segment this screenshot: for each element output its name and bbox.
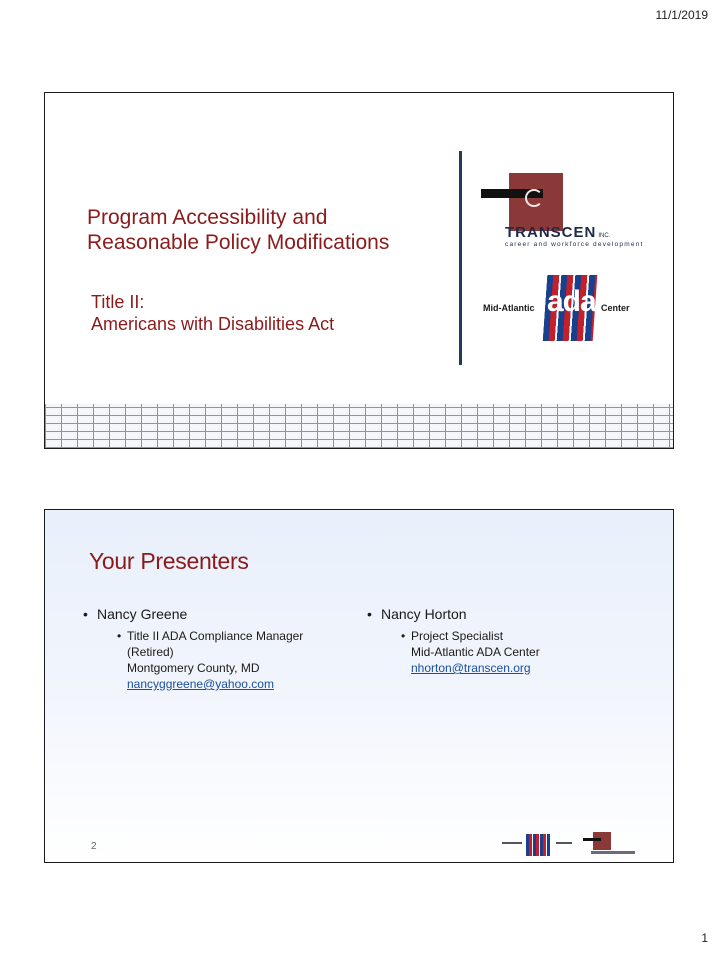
presenter-name: • Nancy Horton xyxy=(367,606,647,622)
vertical-divider xyxy=(459,151,462,365)
slide-number: 2 xyxy=(91,841,97,852)
brick-pattern-band xyxy=(45,404,673,448)
presenter-email-link[interactable]: nancyggreene@yahoo.com xyxy=(127,677,274,691)
presenter-column-2 xyxy=(367,606,647,676)
ada-mark-icon: ada xyxy=(545,275,595,341)
slide-1-title xyxy=(87,205,389,255)
subtitle-line-1: Title II: xyxy=(91,292,145,312)
page-number: 1 xyxy=(701,931,708,945)
presenter-column-1 xyxy=(83,606,343,692)
presenter-email-link[interactable]: nhorton@transcen.org xyxy=(411,661,531,675)
handout-date: 11/1/2019 xyxy=(655,8,708,22)
title-line-2: Reasonable Policy Modifications xyxy=(87,231,390,254)
slide-1 xyxy=(44,92,674,449)
presenter-details: • Title II ADA Compliance Manager (Retired) Montgomery County, MD nancyggreene@yahoo.com xyxy=(117,628,343,692)
slide-1-subtitle xyxy=(91,291,334,335)
presenter-details: • Project Specialist Mid-Atlantic ADA Center nhorton@transcen.org xyxy=(401,628,647,676)
mini-transcen-logo-icon xyxy=(583,832,643,858)
title-line-1: Program Accessibility and xyxy=(87,206,328,229)
transcen-tagline: career and workforce development xyxy=(505,241,644,248)
mid-atlantic-ada-logo xyxy=(483,275,643,345)
transcen-wordmark: TRANSCEN INC. xyxy=(505,224,611,241)
transcen-c-icon xyxy=(525,189,543,207)
presenter-name: • Nancy Greene xyxy=(83,606,343,622)
ada-logo-left-text: Mid-Atlantic xyxy=(483,303,535,313)
slide-2 xyxy=(44,509,674,863)
subtitle-line-2: Americans with Disabilities Act xyxy=(91,314,335,334)
ada-logo-right-text: Center xyxy=(601,303,630,313)
transcen-logo xyxy=(477,171,647,251)
mini-ada-logo-icon xyxy=(502,834,572,856)
slide-2-title: Your Presenters xyxy=(89,548,249,574)
